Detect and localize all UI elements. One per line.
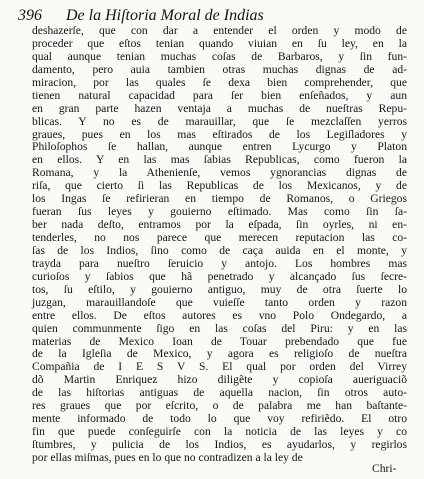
text-line: blicas. Y no es de marauillar, que ſe mezclaſſen yerros — [32, 114, 407, 128]
catchword: Chri- — [372, 462, 397, 475]
page-number: 396 — [18, 7, 42, 24]
text-line: de las hiſtorias antiguas de aquella nacion, ſin otros auto- — [32, 386, 407, 400]
text-line: curioſos y ſabios que hã penetrado y alcançado ſus ſecre- — [32, 269, 407, 283]
text-line: fueran ſus leyes y gouierno eſtimado. Mas como ſin ſa- — [32, 205, 407, 219]
text-line: tienen natural capacidad para ſer bien enſeñados, y aun — [32, 88, 407, 102]
text-line: qual aunque tenian muchas coſas de Barbaros, y ſin fun- — [32, 49, 407, 63]
text-line: ſtumbres, y pulicia de los Indios, es ayudarlos, y regirlos — [32, 438, 407, 451]
text-line: Romana, y la Athenienſe, vemos ygnorancias dignas de — [32, 166, 407, 180]
text-line: en ellos. Y en las mas ſabias Republicas, como fueron la — [32, 153, 407, 167]
text-line: ſas de los Indios, ſino como de caça auida en el monte, y — [32, 243, 407, 257]
text-line: materias de Mexico Ioan de Touar prebendado que fue — [32, 334, 407, 348]
text-line: deshazerſe, que con dar a entender el orden y modo de — [32, 24, 407, 37]
text-line: entre ellos. De eſtos autores es vno Polo Ondegardo, a — [32, 308, 407, 322]
text-line: dõ Martin Enriquez hizo diligẽte y copioſa aueriguaciõ — [32, 373, 407, 387]
page-header — [18, 6, 410, 26]
text-line: Philoſophos ſe hallan, aunque entren Lycurgo y Platon — [32, 140, 407, 154]
text-line: tenderles, no nos parece que merecen reputacion las co- — [32, 231, 407, 244]
running-title: De la Hiſtoria Moral de Indias — [66, 7, 264, 24]
text-line: en gran parte hazen ventaja a muchas de nueſtras Repu- — [32, 101, 407, 115]
text-line: por ellas miſmas, pues en lo que no contradizen a la ley de — [32, 450, 303, 464]
text-line: fin que puede conſeguirſe con la noticia de las leyes y co — [32, 425, 407, 439]
text-line: juzgan, marauillandoſe que vuieſſe tanto orden y razon — [32, 295, 407, 309]
text-line: quien communmente ſigo en las coſas del Piru: y en las — [32, 321, 407, 335]
text-line: graues, pues en los mas eſtirados de los Legiſladores y — [32, 127, 407, 141]
text-line: proceder que eſtos tenian quando viuian en ſu ley, en la — [32, 36, 407, 50]
text-line: damento, pero auia tambien otras muchas dignas de ad- — [32, 62, 407, 76]
text-line: los Ingas ſe refirieran en tiempo de Romanos, o Griegos — [32, 192, 407, 206]
text-line: tos, ſu eſtilo, y gouierno antiguo, muy de otra ſuerte lo — [32, 282, 407, 296]
text-line: miracion, por las quales ſe dexa bien comprehender, que — [32, 75, 407, 89]
text-line: mente informado de todo lo que voy refiriẽdo. El otro — [32, 412, 407, 426]
body-text — [32, 25, 407, 465]
text-line: ber nada deſto, entramos por la eſpada, ſin oyrles, ni en- — [32, 218, 407, 232]
text-line: de la Igleſia de Mexico, y agora es religioſo de nueſtra — [32, 347, 407, 361]
text-line: res graues que por eſcrito, o de palabra me han baſtante- — [32, 399, 407, 413]
text-line: Compañia de I E S V S. El qual por orden del Virrey — [32, 360, 407, 374]
text-line: riſa, que cierto ſi las Republicas de los Mexicanos, y de — [32, 179, 407, 193]
text-line: trayda para nueſtro ſeruicio y antojo. Los hombres mas — [32, 256, 407, 270]
